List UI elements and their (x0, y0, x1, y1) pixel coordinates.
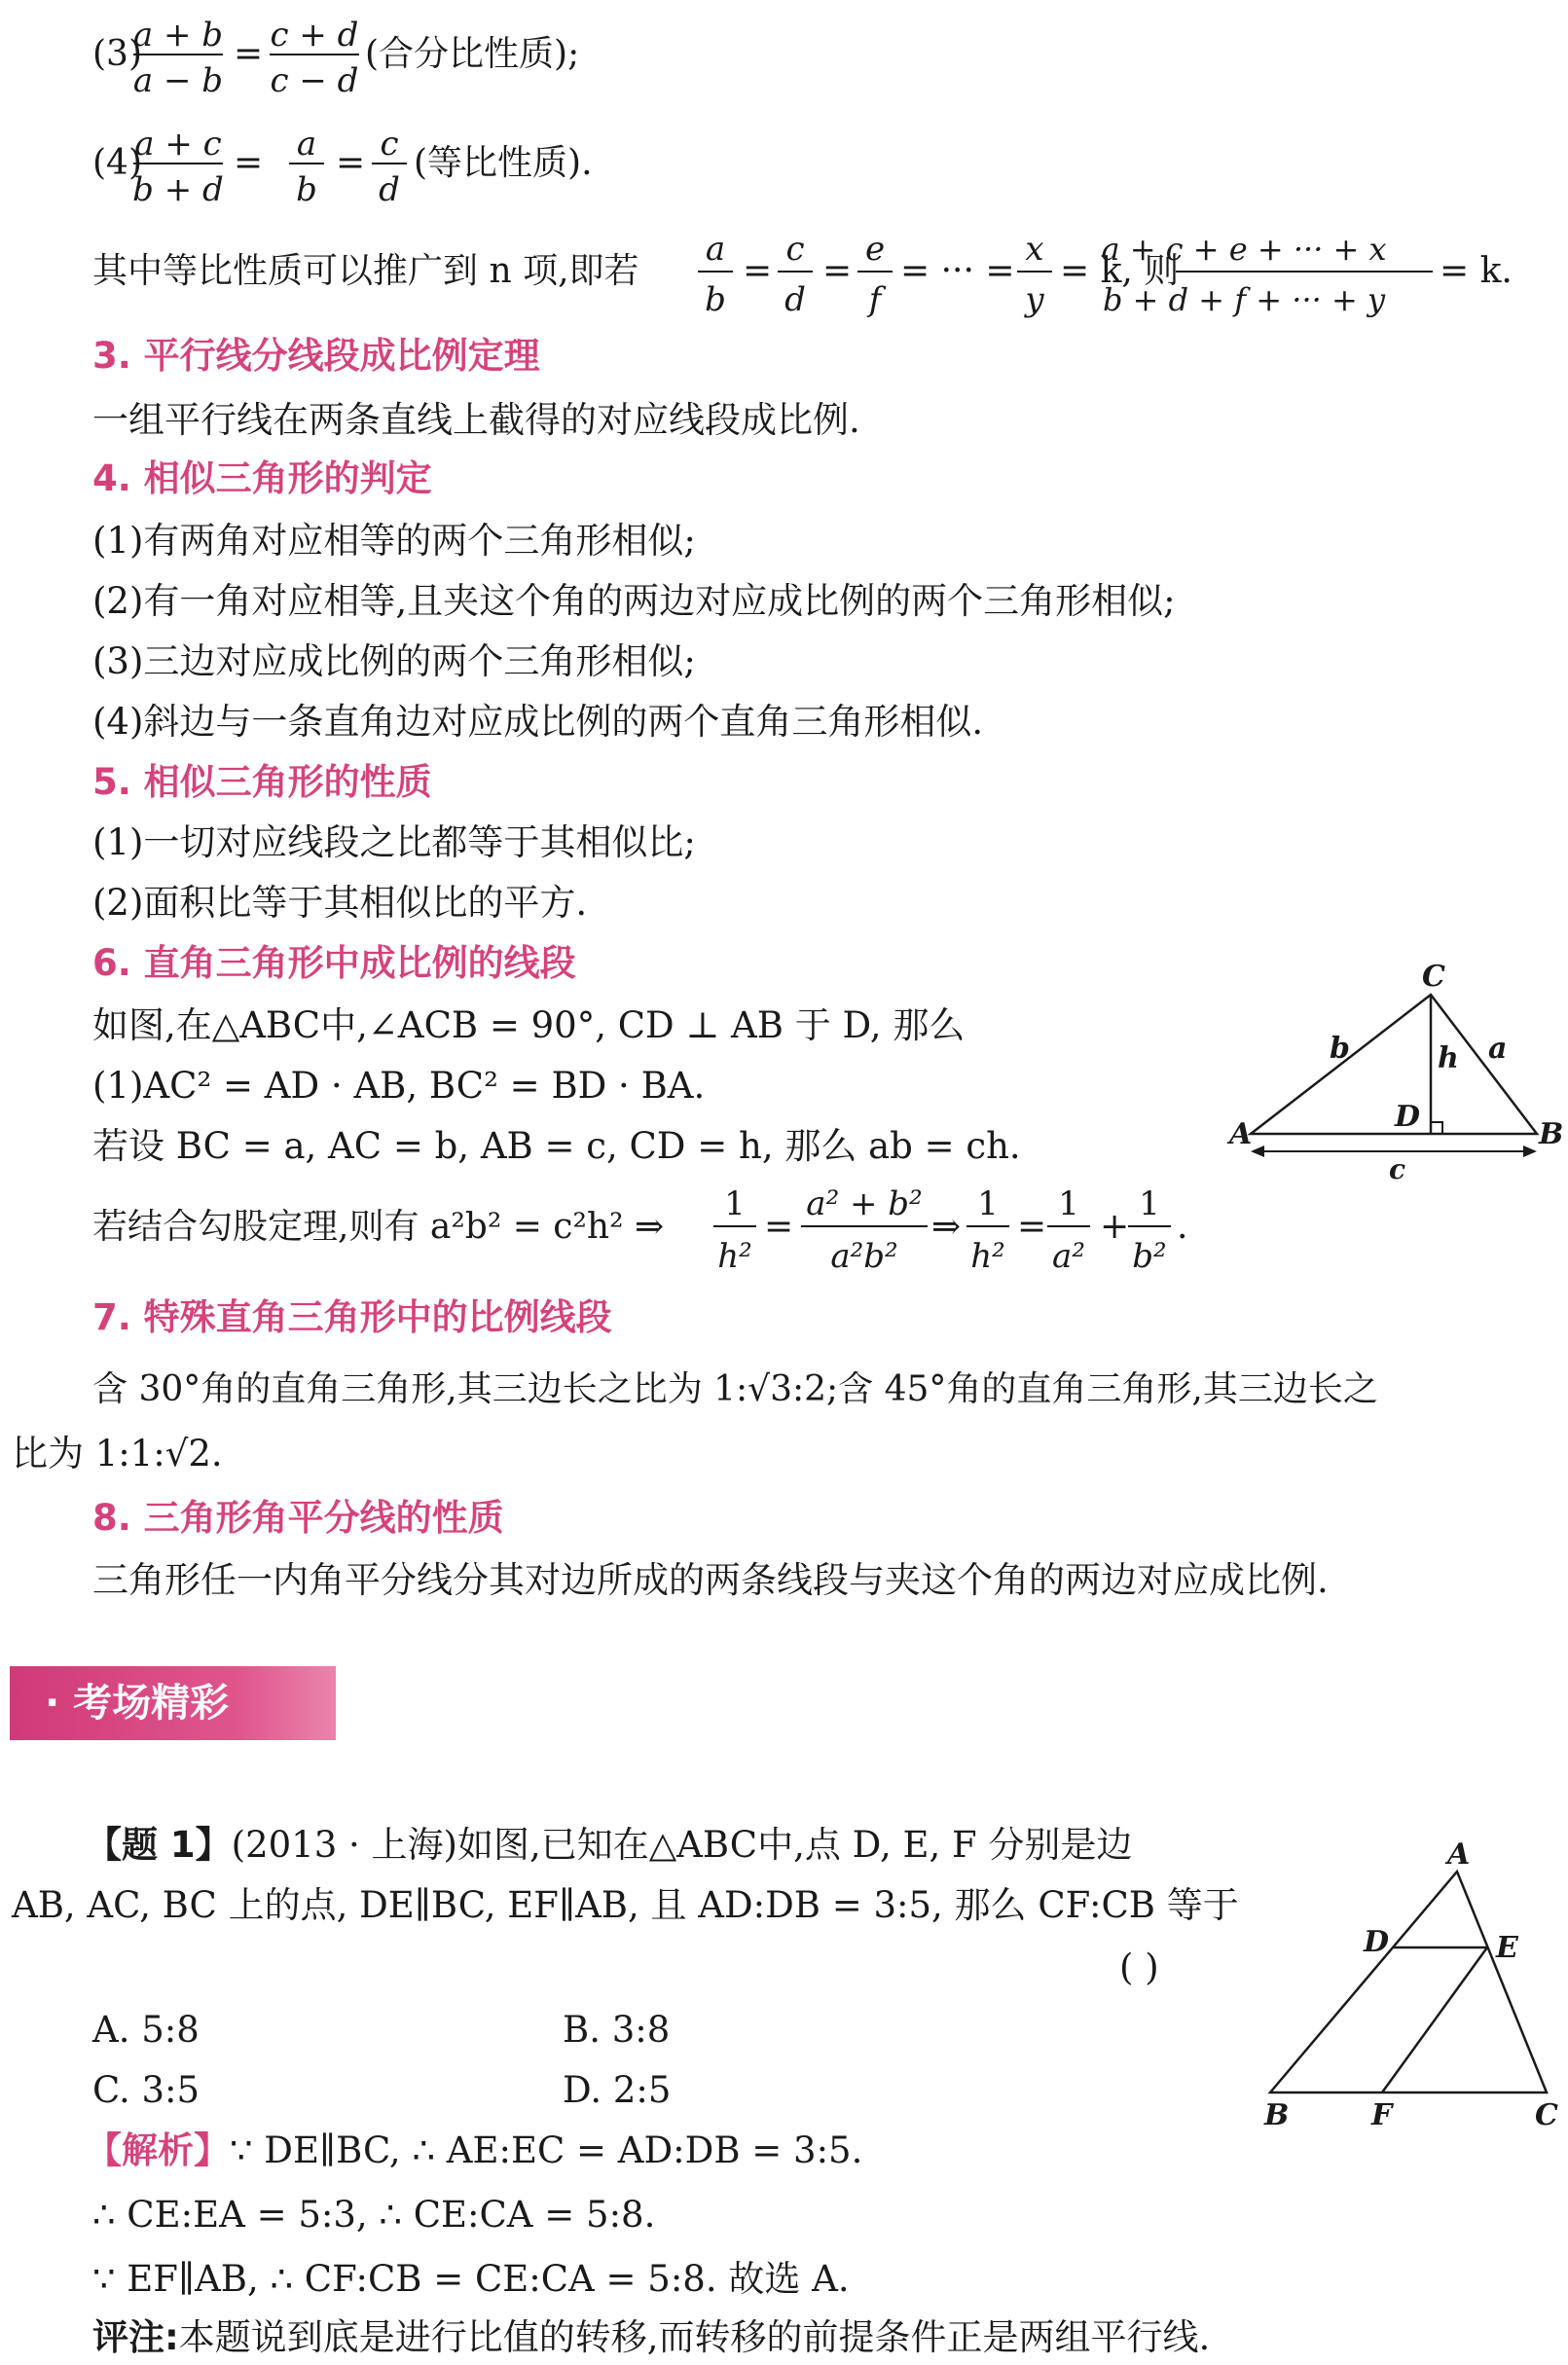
section-banner: · 考场精彩 (10, 1666, 336, 1740)
svg-text:h²: h² (717, 1237, 752, 1276)
answer-paren: ( ) (1119, 1947, 1159, 1988)
problem-line: AB, AC, BC 上的点, DE∥BC, EF∥AB, 且 AD:DB = 3:5, 那么 CF:CB 等于 (12, 1884, 1239, 1926)
svg-text:C: C (1422, 960, 1445, 994)
solution-line: ∵ EF∥AB, ∴ CF:CB = CE:CA = 5:8. 故选 A. (92, 2258, 850, 2300)
section-3-body: 一组平行线在两条直线上截得的对应线段成比例. (92, 399, 860, 441)
problem-source: (2013 · 上海)如图,已知在△ABC中,点 D, E, F 分别是边 (231, 1824, 1133, 1866)
right-triangle-figure (1222, 959, 1564, 1185)
solution-line (86, 2128, 862, 2174)
problem-line (86, 1822, 1132, 1869)
svg-text:1: 1 (724, 1184, 746, 1223)
svg-text:其中等比性质可以推广到 n 项,即若: 其中等比性质可以推广到 n 项,即若 (92, 251, 639, 291)
section-8-title: 8. 三角形角平分线的性质 (92, 1497, 504, 1539)
svg-text:C: C (1535, 2098, 1558, 2132)
comment-tag: 评注: (92, 2316, 179, 2358)
svg-text:f: f (868, 280, 882, 319)
svg-text:c: c (1389, 1153, 1406, 1185)
formula-extension (92, 229, 1513, 326)
svg-text:a + b: a + b (132, 16, 224, 55)
triangle-abc (1270, 1872, 1547, 2092)
option-c: C. 3:5 (92, 2069, 201, 2111)
svg-text:a² + b²: a² + b² (806, 1184, 923, 1223)
svg-text:b: b (705, 280, 726, 319)
section-6-line: (1)AC² = AD · AB, BC² = BD · BA. (92, 1065, 706, 1107)
svg-text:=: = (1017, 1207, 1047, 1247)
svg-text:b: b (1330, 1032, 1350, 1066)
svg-text:1: 1 (977, 1184, 999, 1223)
section-5-title: 5. 相似三角形的性质 (92, 761, 432, 803)
svg-text:若结合勾股定理,则有 a²b² = c²h² ⇒: 若结合勾股定理,则有 a²b² = c²h² ⇒ (92, 1207, 665, 1247)
svg-text:a: a (705, 230, 726, 269)
svg-text:e: e (864, 230, 886, 269)
svg-text:E: E (1496, 1931, 1518, 1965)
svg-text:A: A (1229, 1117, 1253, 1151)
section-7-title: 7. 特殊直角三角形中的比例线段 (92, 1296, 612, 1338)
svg-text:b²: b² (1132, 1237, 1167, 1276)
comment-line (92, 2314, 1210, 2361)
section-4-title: 4. 相似三角形的判定 (92, 457, 432, 499)
section-4-item: (4)斜边与一条直角边对应成比例的两个直角三角形相似. (92, 701, 984, 743)
svg-text:c: c (380, 125, 399, 164)
section-4-item: (1)有两角对应相等的两个三角形相似; (92, 520, 696, 562)
svg-text:=: = (234, 34, 264, 74)
svg-text:D: D (1395, 1100, 1421, 1134)
svg-text:y: y (1025, 280, 1044, 319)
svg-text:B: B (1264, 2098, 1290, 2132)
section-5-item: (2)面积比等于其相似比的平方. (92, 882, 588, 924)
svg-text:d: d (379, 170, 400, 209)
svg-text:b + d + f + ··· + y: b + d + f + ··· + y (1102, 281, 1386, 318)
svg-text:h: h (1438, 1041, 1459, 1075)
section-8-body: 三角形任一内角平分线分其对边所成的两条线段与夹这个角的两边对应成比例. (92, 1559, 1329, 1601)
svg-text:=: = (336, 143, 366, 183)
problem-triangle-figure (1251, 1835, 1562, 2136)
svg-text:(4): (4) (92, 143, 142, 183)
svg-text:a + c: a + c (134, 125, 222, 164)
section-3-title: 3. 平行线分线段成比例定理 (92, 335, 540, 377)
svg-text:b + d: b + d (132, 170, 224, 209)
svg-text:=: = (764, 1207, 794, 1247)
svg-text:b: b (296, 170, 317, 209)
solution-line: ∴ CE:EA = 5:3, ∴ CE:CA = 5:8. (92, 2194, 656, 2236)
section-5-item: (1)一切对应线段之比都等于其相似比; (92, 821, 696, 863)
svg-text:= k, 则: = k, 则 (1060, 251, 1180, 291)
svg-text:a: a (1488, 1032, 1508, 1066)
segment-ef (1382, 1947, 1487, 2092)
section-6-line: 若设 BC = a, AC = b, AB = c, CD = h, 那么 ab = ch. (92, 1125, 1021, 1167)
solution-step1: ∵ DE∥BC, ∴ AE:EC = AD:DB = 3:5. (230, 2129, 863, 2171)
svg-text:(合分比性质);: (合分比性质); (365, 34, 580, 74)
svg-text:x: x (1025, 230, 1044, 269)
svg-text:h²: h² (970, 1237, 1005, 1276)
svg-text:c − d: c − d (270, 61, 359, 100)
svg-text:(3): (3) (92, 34, 142, 74)
svg-text:=: = (822, 251, 853, 291)
svg-text:=: = (743, 251, 773, 291)
formula-4 (92, 119, 696, 216)
svg-text:a + c + e + ··· + x: a + c + e + ··· + x (1101, 231, 1387, 268)
svg-text:a − b: a − b (132, 61, 224, 100)
svg-text:a: a (296, 125, 317, 164)
svg-text:F: F (1371, 2098, 1393, 2132)
svg-text:D: D (1364, 1925, 1390, 1959)
section-6-formula (92, 1178, 1202, 1285)
formula-3 (92, 10, 696, 107)
svg-text:= k.: = k. (1440, 251, 1513, 291)
option-a: A. 5:8 (92, 2009, 200, 2051)
section-6-title: 6. 直角三角形中成比例的线段 (92, 942, 576, 984)
svg-text:=: = (234, 143, 264, 183)
svg-text:A: A (1447, 1837, 1471, 1872)
svg-text:a²b²: a²b² (830, 1237, 898, 1276)
section-4-item: (2)有一角对应相等,且夹这个角的两边对应成比例的两个三角形相似; (92, 580, 1176, 622)
svg-text:(等比性质).: (等比性质). (414, 143, 593, 183)
problem-tag: 【题 1】 (86, 1824, 232, 1866)
svg-text:1: 1 (1058, 1184, 1079, 1223)
svg-text:1: 1 (1139, 1184, 1160, 1223)
arrow-right (1523, 1146, 1537, 1157)
svg-text:B: B (1539, 1117, 1564, 1151)
option-d: D. 2:5 (563, 2069, 672, 2111)
svg-text:⇒: ⇒ (931, 1207, 962, 1247)
section-7-line: 比为 1:1:√2. (12, 1433, 223, 1474)
right-angle-mark (1431, 1122, 1442, 1134)
section-7-line: 含 30°角的直角三角形,其三边长之比为 1:√3:2;含 45°角的直角三角形,其三边长之 (92, 1369, 1378, 1409)
svg-text:a²: a² (1052, 1237, 1085, 1276)
svg-text:= ··· =: = ··· = (900, 251, 1015, 291)
svg-text:c: c (785, 230, 805, 269)
svg-text:c + d: c + d (270, 16, 359, 55)
arrow-left (1251, 1146, 1264, 1157)
section-6-line: 如图,在△ABC中,∠ACB = 90°, CD ⊥ AB 于 D, 那么 (92, 1004, 966, 1046)
comment-text: 本题说到底是进行比值的转移,而转移的前提条件正是两组平行线. (178, 2316, 1211, 2358)
section-4-item: (3)三边对应成比例的两个三角形相似; (92, 640, 696, 682)
solution-tag: 【解析】 (86, 2129, 230, 2171)
svg-text:+: + (1100, 1207, 1130, 1247)
svg-text:d: d (784, 280, 806, 319)
option-b: B. 3:8 (563, 2009, 671, 2051)
svg-text:.: . (1177, 1207, 1188, 1247)
